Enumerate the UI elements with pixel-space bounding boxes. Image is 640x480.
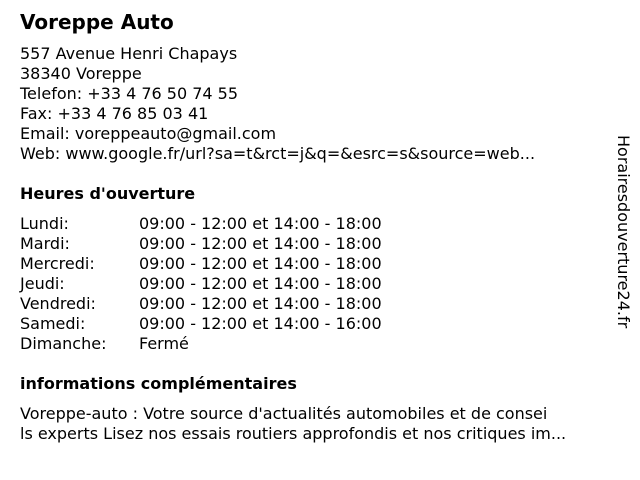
hours-day: Samedi: (20, 314, 86, 333)
hours-day: Lundi: (20, 214, 69, 233)
hours-day: Mercredi: (20, 254, 95, 273)
hours-time: 09:00 - 12:00 et 14:00 - 18:00 (139, 274, 382, 293)
info-line-2: ls experts Lisez nos essais routiers approfondis et nos critiques im... (20, 424, 567, 443)
hours-day: Mardi: (20, 234, 70, 253)
info-heading: informations complémentaires (20, 374, 297, 393)
hours-time: 09:00 - 12:00 et 14:00 - 18:00 (139, 214, 382, 233)
hours-time: Fermé (139, 334, 189, 353)
address-line-2: 38340 Voreppe (20, 64, 142, 83)
website-url: Web: www.google.fr/url?sa=t&rct=j&q=&esrc=s&source=web... (20, 144, 536, 163)
hours-time: 09:00 - 12:00 et 14:00 - 16:00 (139, 314, 382, 333)
email-address: Email: voreppeauto@gmail.com (20, 124, 277, 143)
business-name: Voreppe Auto (20, 10, 174, 34)
hours-time: 09:00 - 12:00 et 14:00 - 18:00 (139, 234, 382, 253)
hours-time: 09:00 - 12:00 et 14:00 - 18:00 (139, 294, 382, 313)
hours-day: Dimanche: (20, 334, 107, 353)
info-description (20, 404, 620, 444)
info-line-1: Voreppe-auto : Votre source d'actualités automobiles et de consei (20, 404, 548, 423)
fax-number: Fax: +33 4 76 85 03 41 (20, 104, 209, 123)
hours-day: Jeudi: (20, 274, 65, 293)
hours-day: Vendredi: (20, 294, 96, 313)
hours-time: 09:00 - 12:00 et 14:00 - 18:00 (139, 254, 382, 273)
site-watermark: Horairesdouverture24.fr (614, 135, 633, 329)
phone-number: Telefon: +33 4 76 50 74 55 (20, 84, 239, 103)
hours-heading: Heures d'ouverture (20, 184, 196, 203)
address-line-1: 557 Avenue Henri Chapays (20, 44, 238, 63)
contact-block (20, 44, 535, 164)
